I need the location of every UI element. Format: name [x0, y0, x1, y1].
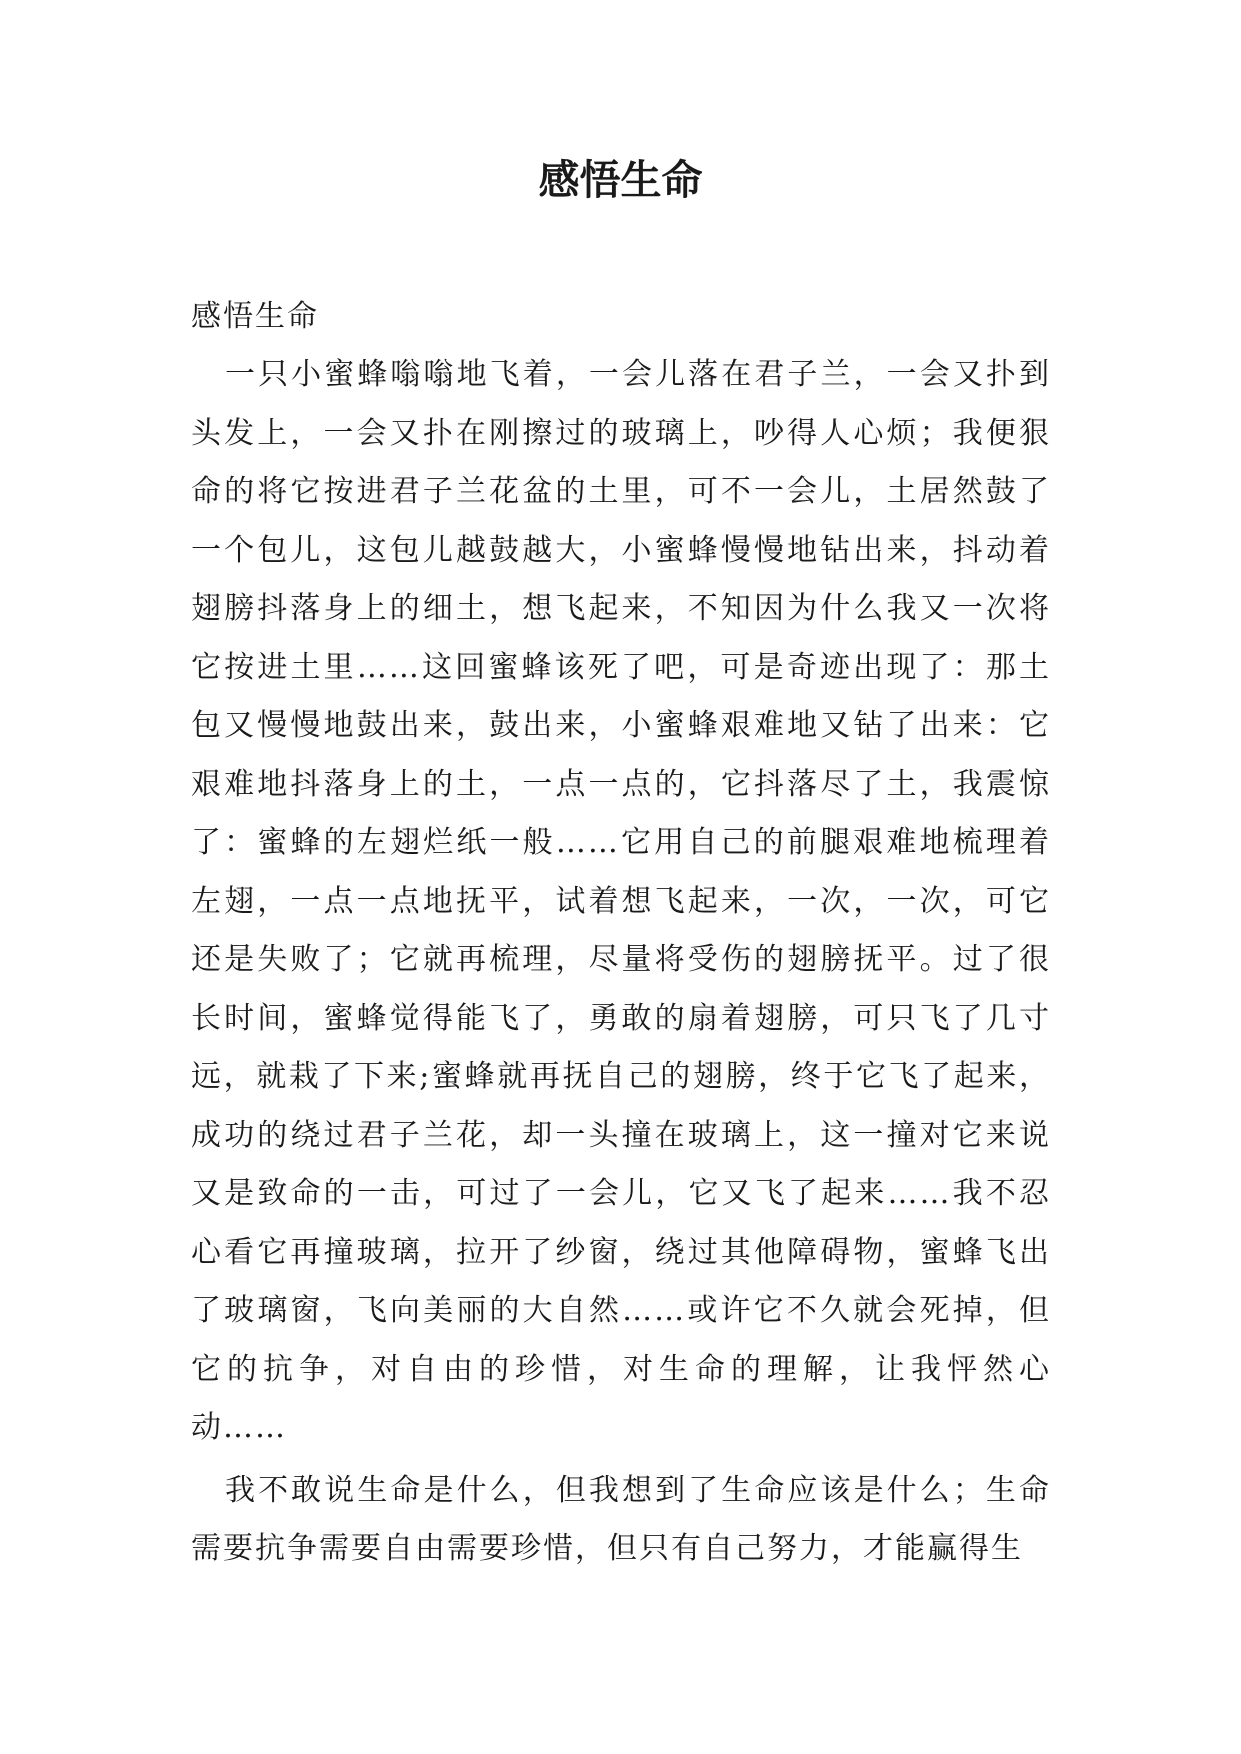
subheading: 感悟生命 — [191, 299, 319, 334]
document-body — [191, 288, 1051, 1579]
paragraph-2: 我不敢说生命是什么，但我想到了生命应该是什么；生命需要抗争需要自由需要珍惜，但只有自己努力，才能赢得生 — [191, 1472, 1051, 1566]
paragraph-1: 一只小蜜蜂嗡嗡地飞着，一会儿落在君子兰，一会又扑到头发上，一会又扑在刚擦过的玻璃上，吵得人心烦；我便狠命的将它按进君子兰花盆的土里，可不一会儿，土居然鼓了一个包儿，这包儿越鼓越大，小蜜蜂慢慢地钻出来，抖动着翅膀抖落身上的细土，想飞起来，不知因为什么我又一次将它按进土里……这回蜜蜂该死了吧，可是奇迹出现了：那土包又慢慢地鼓出来，鼓出来，小蜜蜂艰难地又钻了出来：它艰难地抖落身上的土，一点一点的，它抖落尽了土，我震惊了：蜜蜂的左翅烂纸一般……它用自己的前腿艰难地梳理着左翅，一点一点地抚平，试着想飞起来，一次，一次，可它还是失败了；它就再梳理，尽量将受伤的翅膀抚平。过了很长时间，蜜蜂觉得能飞了，勇敢的扇着翅膀，可只飞了几寸远，就栽了下来;蜜蜂就再抚自己的翅膀，终于它飞了起来，成功的绕过君子兰花，却一头撞在玻璃上，这一撞对它来说又是致命的一击，可过了一会儿，它又飞了起来……我不忍心看它再撞玻璃，拉开了纱窗，绕过其他障碍物，蜜蜂飞出了玻璃窗，飞向美丽的大自然……或许它不久就会死掉，但它的抗争，对自由的珍惜，对生命的理解，让我怦然心动…… — [191, 357, 1051, 1445]
page-title: 感悟生命 — [538, 156, 703, 204]
